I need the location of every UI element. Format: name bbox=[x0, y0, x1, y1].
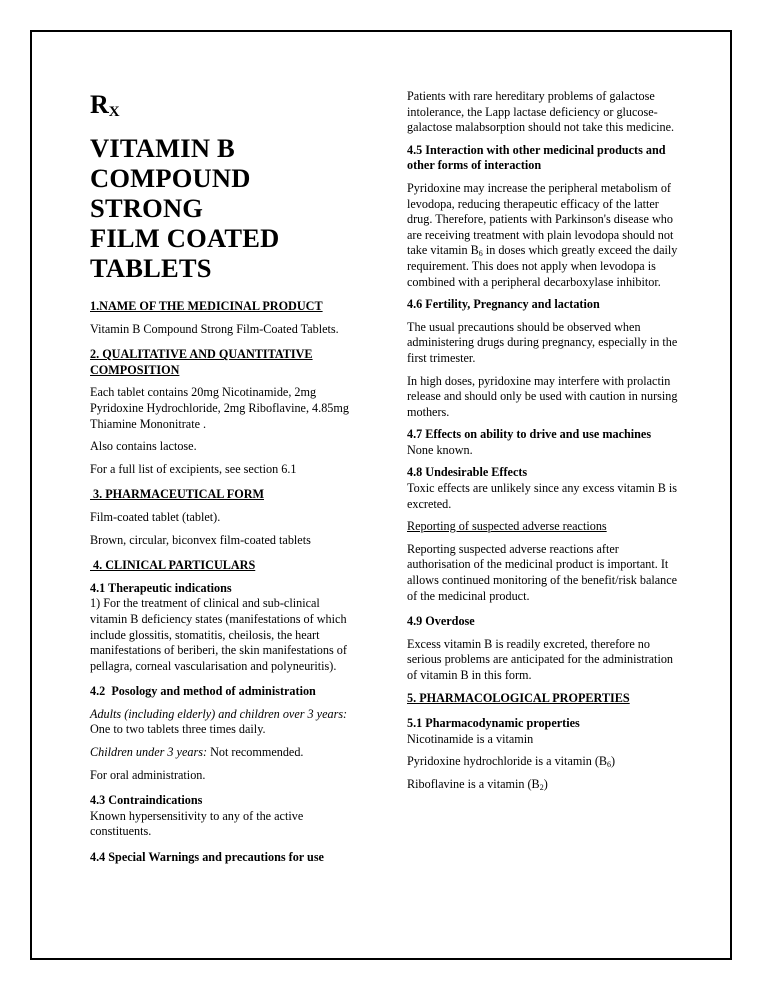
section-2-text: Each tablet contains 20mg Nicotinamide, 2mg Pyridoxine Hydrochloride, 2mg Riboflavine, 4.85mg Thiamine Mononitrate . bbox=[90, 385, 349, 431]
section-1-text: Vitamin B Compound Strong Film-Coated Tablets. bbox=[90, 321, 339, 336]
product-title bbox=[90, 133, 360, 283]
section-5-heading: 5. PHARMACOLOGICAL PROPERTIES bbox=[407, 690, 630, 705]
section-4-4-text: Patients with rare hereditary problems of galactose intolerance, the Lapp lactase deficiency or glucose-galactose malabsorption should not take this medicine. bbox=[407, 89, 675, 135]
section-5-1-nicotinamide: Nicotinamide is a vitamin bbox=[407, 731, 534, 746]
section-4-3-text: Known hypersensitivity to any of the active constituents. bbox=[90, 808, 304, 839]
section-4-1-heading: 4.1 Therapeutic indications bbox=[90, 580, 232, 595]
section-4-5-heading: 4.5 Interaction with other medicinal products and other forms of interaction bbox=[407, 142, 666, 173]
section-4-2-children: Children under 3 years: Not recommended. bbox=[90, 745, 304, 760]
title-line: TABLETS bbox=[90, 253, 212, 283]
section-4-3-heading: 4.3 Contraindications bbox=[90, 793, 203, 808]
section-5-1-heading: 5.1 Pharmacodynamic properties bbox=[407, 716, 580, 731]
section-5-1-riboflavine: Riboflavine is a vitamin $(B_2)$ bbox=[407, 776, 548, 792]
section-2-heading: 2. QUALITATIVE AND QUANTITATIVE COMPOSITION bbox=[90, 347, 313, 377]
section-3-heading: 3. PHARMACEUTICAL FORM bbox=[90, 487, 265, 502]
section-4-8-text: Toxic effects are unlikely since any excess vitamin B is excreted. bbox=[407, 481, 678, 511]
title-line: FILM COATED bbox=[90, 223, 280, 253]
section-1-heading: 1.NAME OF THE MEDICINAL PRODUCT bbox=[90, 299, 323, 313]
title-line: VITAMIN B bbox=[90, 133, 235, 163]
right-column bbox=[407, 89, 679, 793]
section-4-6-text-2: In high doses, pyridoxine may interfere with prolactin release and should only be used with caution in nursing mothers. bbox=[407, 373, 678, 419]
lactose-note: Also contains lactose. bbox=[90, 439, 197, 454]
section-4-2-adults: Adults (including elderly) and children over 3 years: One to two tablets three times daily. bbox=[90, 706, 348, 737]
section-4-7-heading: 4.7 Effects on ability to drive and use machines bbox=[407, 427, 652, 442]
excipients-note: For a full list of excipients, see section 6.1 bbox=[90, 461, 297, 476]
rx-symbol: $R_X$ bbox=[90, 90, 120, 120]
section-4-2-oral: For oral administration. bbox=[90, 767, 206, 782]
section-4-6-heading: 4.6 Fertility, Pregnancy and lactation bbox=[407, 297, 600, 312]
title-line: COMPOUND STRONG bbox=[90, 163, 251, 223]
section-4-6-text-1: The usual precautions should be observed when administering drugs during pregnancy, especially in the first trimester. bbox=[407, 319, 678, 365]
section-4-4-heading: 4.4 Special Warnings and precautions for use bbox=[90, 850, 324, 865]
section-4-5-text: Pyridoxine may increase the peripheral metabolism of levodopa, reducing therapeutic efficacy of the latter drug. Therefore, patients with Parkinson's disease who are receiving treatment with plain levodopa should not take vitamin $B_6$ in doses which greatly exceed the daily requirement. This does not apply when levodopa is combined with a peripheral decarboxylase inhibitor. bbox=[407, 180, 678, 289]
section-4-1-text: 1) For the treatment of clinical and sub-clinical vitamin B deficiency states (manifestations of which include glossitis, stomatitis, cheilosis, the heart manifestations of beriberi, the skin manifestations of pellagra, corneal vascularisation and polyneuritis). bbox=[90, 596, 347, 673]
section-3-text: Film-coated tablet (tablet). bbox=[90, 509, 221, 524]
left-column bbox=[90, 90, 360, 866]
section-4-heading: 4. CLINICAL PARTICULARS bbox=[90, 558, 256, 573]
reporting-text: Reporting suspected adverse reactions after authorisation of the medicinal product is important. It allows continued monitoring of the benefit/risk balance of the medicinal product. bbox=[407, 541, 678, 603]
section-4-7-text: None known. bbox=[407, 442, 473, 457]
section-5-1-pyridoxine: Pyridoxine hydrochloride is a vitamin $(B_6)$ bbox=[407, 754, 616, 770]
section-3-description: Brown, circular, biconvex film-coated tablets bbox=[90, 532, 311, 547]
section-4-9-heading: 4.9 Overdose bbox=[407, 614, 475, 629]
reporting-heading: Reporting of suspected adverse reactions bbox=[407, 519, 607, 534]
section-4-9-text: Excess vitamin B is readily excreted, therefore no serious problems are anticipated for the administration of vitamin B in this form. bbox=[407, 636, 674, 682]
section-4-2-heading: 4.2 Posology and method of administration bbox=[90, 684, 316, 699]
section-4-8-heading: 4.8 Undesirable Effects bbox=[407, 465, 528, 480]
